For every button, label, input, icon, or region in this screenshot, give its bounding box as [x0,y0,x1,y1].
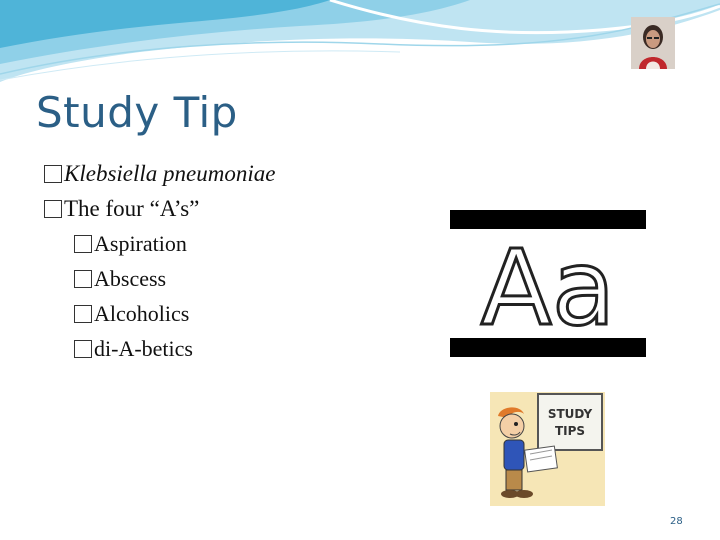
study-tips-cartoon [490,392,605,506]
bullet-klebsiella [44,156,444,191]
letters-aa-image [450,210,646,357]
bullet-text: The four “A’s” [64,196,200,221]
slide-title: Study Tip [36,88,238,137]
study-sign-line1: STUDY [547,407,593,421]
presenter-photo [631,17,675,69]
bullet-list [44,156,444,366]
page-number: 28 [670,516,683,527]
header-wave-decoration [0,0,720,90]
bullet-marker-icon [44,200,62,218]
bullet-marker-icon [74,235,92,253]
sub-bullet-aspiration [44,226,444,261]
bullet-marker-icon [74,270,92,288]
sub-bullet-abscess [44,261,444,296]
bullet-marker-icon [44,165,62,183]
sub-bullet-text: Aspiration [94,231,187,256]
sub-bullet-diabetics [44,331,444,366]
sub-bullet-text: Abscess [94,266,167,291]
bullet-marker-icon [74,340,92,358]
letters-aa-text: Aa [480,227,616,349]
sub-bullet-alcoholics [44,296,444,331]
bullet-four-as [44,191,444,226]
study-sign-line2: TIPS [554,424,586,438]
bullet-marker-icon [74,305,92,323]
sub-bullet-text: Alcoholics [94,301,190,326]
bullet-text: Klebsiella pneumoniae [64,161,276,186]
sub-bullet-text: di-A-betics [94,336,193,361]
